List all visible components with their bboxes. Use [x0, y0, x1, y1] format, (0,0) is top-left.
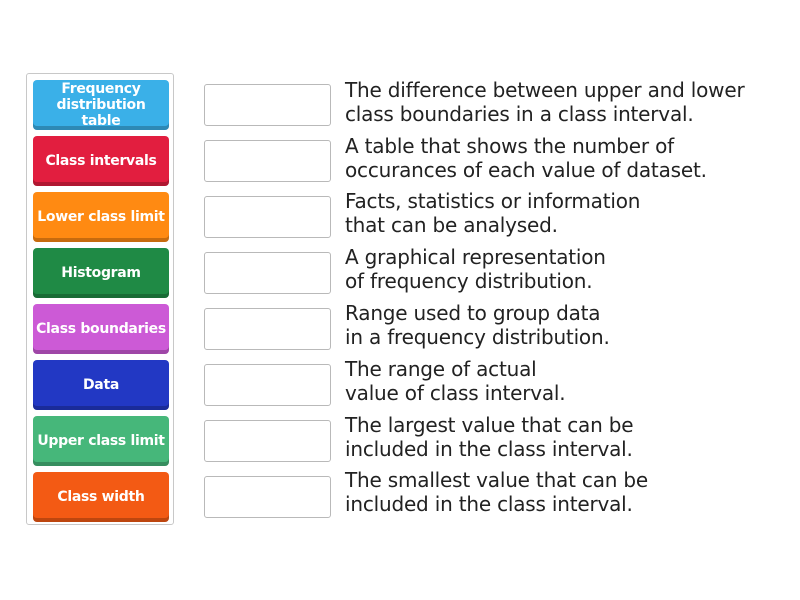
- tile-histogram[interactable]: [33, 248, 169, 298]
- definition-text: Range used to group data in a frequency distribution.: [345, 301, 610, 349]
- definition-text: The difference between upper and lower class boundaries in a class interval.: [345, 78, 745, 126]
- drop-slot-5[interactable]: [204, 308, 331, 350]
- tile-label: Upper class limit: [37, 433, 165, 449]
- tile-label: Histogram: [61, 265, 141, 281]
- drop-slot-7[interactable]: [204, 420, 331, 462]
- definition-text: The largest value that can be included in the class interval.: [345, 413, 634, 461]
- tile-data[interactable]: [33, 360, 169, 410]
- answer-tiles-panel: [26, 73, 174, 525]
- tile-class-intervals[interactable]: [33, 136, 169, 186]
- definition-text: Facts, statistics or information that can be analysed.: [345, 189, 641, 237]
- tile-upper-class-limit[interactable]: [33, 416, 169, 466]
- tile-label: Data: [82, 377, 119, 393]
- tile-label: Lower class limit: [37, 209, 165, 225]
- definition-text: The range of actual value of class interval.: [345, 357, 566, 405]
- tile-label: Class width: [57, 489, 145, 505]
- tile-class-boundaries[interactable]: [33, 304, 169, 354]
- tile-lower-class-limit[interactable]: [33, 192, 169, 242]
- tile-class-width[interactable]: [33, 472, 169, 522]
- drop-slot-4[interactable]: [204, 252, 331, 294]
- definition-text: A table that shows the number of occurances of each value of dataset.: [345, 134, 707, 182]
- definition-text: A graphical representation of frequency distribution.: [345, 245, 606, 293]
- drop-slot-1[interactable]: [204, 84, 331, 126]
- tile-frequency-distribution-table[interactable]: [33, 80, 169, 130]
- drop-slot-6[interactable]: [204, 364, 331, 406]
- tile-label: Frequency distribution table: [56, 81, 146, 129]
- drop-slot-3[interactable]: [204, 196, 331, 238]
- drop-slot-2[interactable]: [204, 140, 331, 182]
- definition-text: The smallest value that can be included in the class interval.: [345, 468, 648, 516]
- drop-slot-8[interactable]: [204, 476, 331, 518]
- tile-label: Class intervals: [45, 153, 157, 169]
- tile-label: Class boundaries: [36, 321, 166, 337]
